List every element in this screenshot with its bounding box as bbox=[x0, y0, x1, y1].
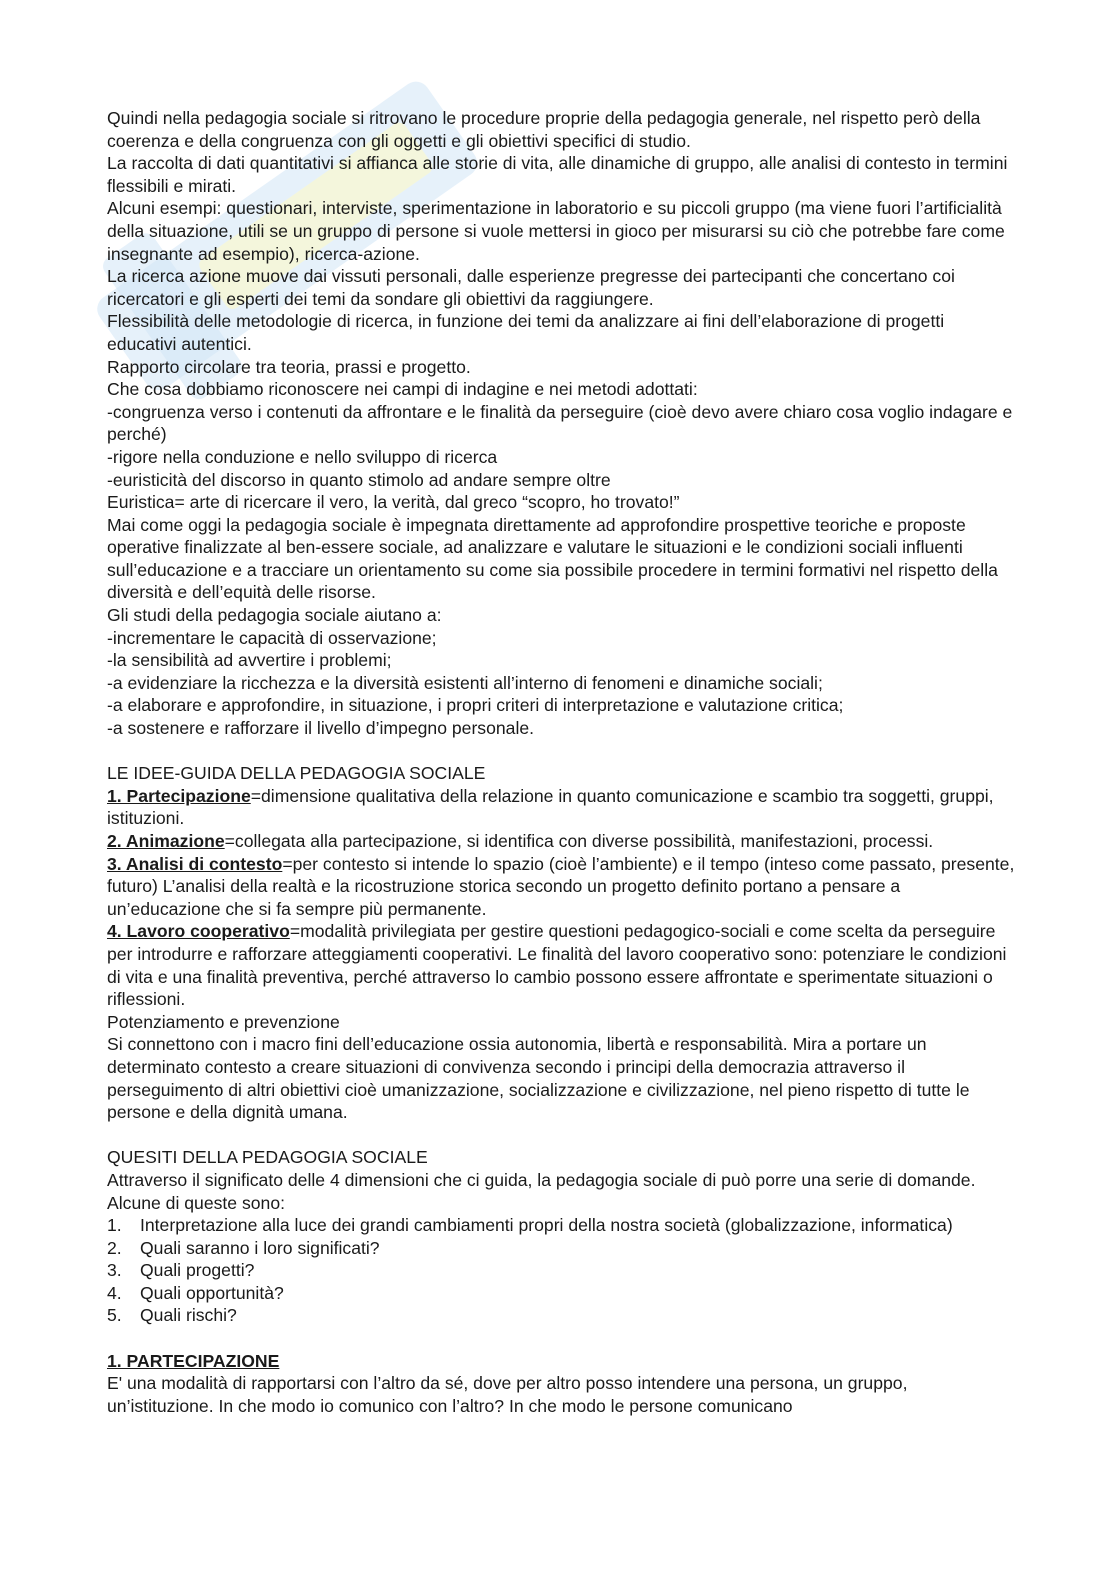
question-text: Interpretazione alla luce dei grandi cambiamenti propri della nostra società (globalizzazione, informatica) bbox=[140, 1215, 953, 1236]
ideas-list bbox=[107, 785, 1017, 1011]
questions-list bbox=[107, 1214, 1017, 1327]
question-item bbox=[107, 1282, 1017, 1305]
intro-line: -a sostenere e rafforzare il livello d’impegno personale. bbox=[107, 718, 535, 739]
question-number: 5. bbox=[107, 1305, 122, 1326]
intro-line: -a elaborare e approfondire, in situazione, i propri criteri di interpretazione e valutazione critica; bbox=[107, 695, 844, 716]
question-number: 2. bbox=[107, 1237, 122, 1258]
intro-line: -euristicità del discorso in quanto stimolo ad andare sempre oltre bbox=[107, 469, 611, 490]
intro-line: Euristica= arte di ricercare il vero, la verità, dal greco “scopro, ho trovato!” bbox=[107, 492, 680, 513]
questions-intro: Attraverso il significato delle 4 dimensioni che ci guida, la pedagogia sociale di può porre una serie di domande. Alcune di queste sono: bbox=[107, 1169, 976, 1213]
intro-line: -a evidenziare la ricchezza e la diversità esistenti all’interno di fenomeni e dinamiche sociali; bbox=[107, 672, 823, 693]
idea-text: =modalità privilegiata per gestire questioni pedagogico-sociali e come scelta da perseguire per introdurre e rafforzare atteggiamenti cooperativi. Le finalità del lavoro cooperativo sono: potenziare le condizioni di vita e una finalità preventiva, perché attraverso lo cambio possono essere affrontate e sperimentate situazioni o riflessioni. bbox=[107, 921, 1007, 1010]
intro-line: Mai come oggi la pedagogia sociale è impegnata direttamente ad approfondire prospettive teoriche e proposte operative finalizzate al ben-essere sociale, ad analizzare e valutare le situazioni e le condizioni sociali influenti sull’educazione e a tracciare un orientamento su come sia possibile procedere in termini formativi nel rispetto della diversità e dell’equità delle risorse. bbox=[107, 514, 998, 603]
idea-text: =per contesto si intende lo spazio (cioè l’ambiente) e il tempo (inteso come passato, presente, futuro) L’analisi della realtà e la ricostruzione storica secondo un progetto definito portano a pensare a un’educazione che si fa sempre più permanente. bbox=[107, 853, 1015, 919]
idea-label: 2. Animazione bbox=[107, 831, 225, 851]
participation-heading: 1. PARTECIPAZIONE bbox=[107, 1350, 280, 1371]
ideas-subheading: Potenziamento e prevenzione bbox=[107, 1011, 340, 1032]
idea-text: =dimensione qualitativa della relazione in quanto comunicazione e scambio tra soggetti, gruppi, istituzioni. bbox=[107, 785, 994, 829]
intro-line: -incrementare le capacità di osservazione; bbox=[107, 627, 437, 648]
intro-line: Alcuni esempi: questionari, interviste, sperimentazione in laboratorio e su piccoli gruppo (ma viene fuori l’artificialità della situazione, utili se un gruppo di persone si vuole mettersi in gioco per misurarsi su ciò che potrebbe fare come insegnante ad esempio), ricerca-azione. bbox=[107, 198, 1005, 264]
idea-label: 1. Partecipazione bbox=[107, 785, 251, 806]
idea-label: 3. Analisi di contesto bbox=[107, 853, 283, 874]
question-item bbox=[107, 1304, 1017, 1327]
intro-line: La raccolta di dati quantitativi si affianca alle storie di vita, alle dinamiche di gruppo, alle analisi di contesto in termini flessibili e mirati. bbox=[107, 153, 1008, 196]
question-item bbox=[107, 1259, 1017, 1282]
intro-line: -congruenza verso i contenuti da affrontare e le finalità da perseguire (cioè devo avere chiaro cosa voglio indagare e perché) bbox=[107, 401, 1013, 445]
question-text: Quali saranno i loro significati? bbox=[140, 1237, 380, 1258]
document-body bbox=[107, 107, 1017, 1417]
ideas-paragraph: Si connettono con i macro fini dell’educazione ossia autonomia, libertà e responsabilità. Mira a portare un determinato contesto a creare situazioni di convivenza secondo i principi della democrazia attraverso il perseguimento di altri obiettivi cioè umanizzazione, socializzazione e civilizzazione, nel pieno rispetto di tutte le persone e della dignità umana. bbox=[107, 1034, 970, 1123]
idea-item bbox=[107, 785, 1017, 830]
question-number: 3. bbox=[107, 1260, 122, 1281]
idea-item bbox=[107, 830, 1017, 853]
question-item bbox=[107, 1214, 1017, 1237]
question-text: Quali opportunità? bbox=[140, 1282, 284, 1303]
intro-line: La ricerca azione muove dai vissuti personali, dalle esperienze pregresse dei partecipanti che concertano coi ricercatori e gli esperti dei temi da sondare gli obiettivi da raggiungere. bbox=[107, 266, 955, 309]
participation-text: E' una modalità di rapportarsi con l’altro da sé, dove per altro posso intendere una persona, un gruppo, un’istituzione. In che modo io comunico con l’altro? In che modo le persone comunicano bbox=[107, 1373, 908, 1416]
intro-line: Gli studi della pedagogia sociale aiutano a: bbox=[107, 605, 442, 626]
intro-line: -la sensibilità ad avvertire i problemi; bbox=[107, 650, 392, 671]
questions-heading: QUESITI DELLA PEDAGOGIA SOCIALE bbox=[107, 1147, 428, 1168]
idea-text: =collegata alla partecipazione, si identifica con diverse possibilità, manifestazioni, processi. bbox=[224, 831, 934, 851]
question-text: Quali rischi? bbox=[140, 1305, 237, 1326]
intro-line: Che cosa dobbiamo riconoscere nei campi di indagine e nei metodi adottati: bbox=[107, 379, 698, 400]
question-number: 1. bbox=[107, 1215, 122, 1236]
intro-line: Quindi nella pedagogia sociale si ritrovano le procedure proprie della pedagogia generale, nel rispetto però della coerenza e della congruenza con gli oggetti e gli obiettivi specifici di studio. bbox=[107, 108, 981, 151]
intro-line: Rapporto circolare tra teoria, prassi e progetto. bbox=[107, 356, 471, 377]
question-item bbox=[107, 1237, 1017, 1260]
intro-section bbox=[107, 107, 1017, 740]
question-text: Quali progetti? bbox=[140, 1260, 255, 1281]
intro-line: Flessibilità delle metodologie di ricerca, in funzione dei temi da analizzare ai fini dell’elaborazione di progetti educativi autentici. bbox=[107, 311, 945, 354]
idea-label: 4. Lavoro cooperativo bbox=[107, 921, 290, 942]
intro-line: -rigore nella conduzione e nello sviluppo di ricerca bbox=[107, 446, 498, 467]
question-number: 4. bbox=[107, 1282, 122, 1303]
idea-item bbox=[107, 920, 1017, 1010]
idea-item bbox=[107, 853, 1017, 921]
ideas-heading: LE IDEE-GUIDA DELLA PEDAGOGIA SOCIALE bbox=[107, 763, 486, 784]
